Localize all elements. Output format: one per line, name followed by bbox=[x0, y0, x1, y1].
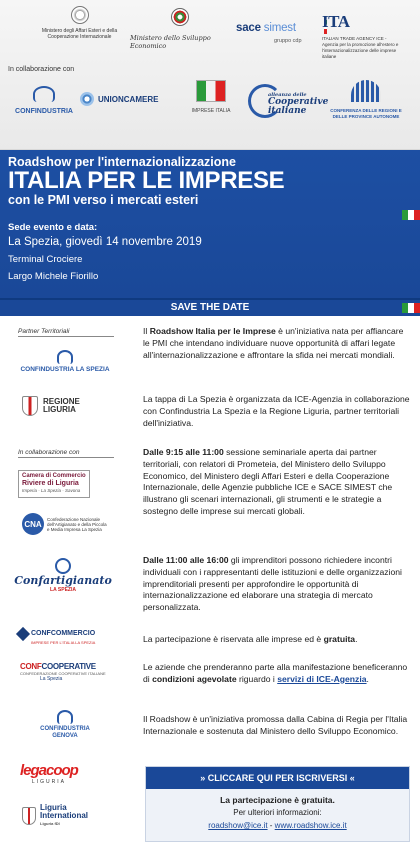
organization-paragraph: La tappa di La Spezia è organizzata da ICE-Agenzia in collaborazione con Confindustria La Spezia e la Regione Liguria, partner territoriali dell'iniziativa. bbox=[143, 394, 410, 428]
conditions-post: . bbox=[366, 673, 369, 684]
cooperative-name bbox=[268, 92, 328, 116]
save-the-date-bar bbox=[0, 298, 420, 316]
cna-logo bbox=[22, 513, 107, 535]
hero-subtitle: Roadshow per l'internazionalizzazione bbox=[8, 155, 237, 169]
conditions-pre: Le aziende che prenderanno parte alla manifestazione beneficeranno di bbox=[143, 662, 408, 684]
alleanza-cooperative-logo bbox=[248, 84, 328, 120]
ita-logo bbox=[322, 12, 402, 60]
confindustria-genova-1: CONFINDUSTRIA bbox=[40, 726, 90, 732]
hero-subtitle-2: con le PMI verso i mercati esteri bbox=[8, 193, 199, 207]
intro-bold: Roadshow Italia per le Imprese bbox=[149, 326, 276, 336]
camera-line-3: Imperia · La Spezia · Savona bbox=[22, 488, 81, 493]
liguria-international-name bbox=[40, 804, 88, 828]
mise-logo bbox=[130, 8, 230, 50]
hero-title: ITALIA PER LE IMPRESE bbox=[8, 167, 285, 194]
ita-logo-desc: ITALIAN TRADE AGENCY ICE - Agenzia per la promozione all'estero e l'internazionalizzazione delle imprese italiane bbox=[322, 36, 399, 59]
simest-name: simest bbox=[260, 22, 296, 34]
unioncamere-logo bbox=[80, 92, 158, 106]
register-button[interactable]: » CLICCARE QUI PER ISCRIVERSI « bbox=[146, 767, 409, 789]
free-participation-text: La partecipazione è gratuita. bbox=[220, 795, 335, 805]
confindustria-genova-name bbox=[40, 726, 90, 740]
italian-flag-icon bbox=[196, 80, 226, 102]
ita-logo-text: ITA bbox=[322, 12, 350, 31]
liguria-shield-icon bbox=[22, 396, 38, 416]
venue-label: Sede evento e data: bbox=[8, 222, 98, 233]
liguria-shield-icon bbox=[22, 807, 36, 825]
italian-flag-icon bbox=[402, 303, 420, 313]
institutional-logos-row bbox=[0, 4, 420, 60]
camera-line-2: Riviere di Liguria bbox=[22, 480, 79, 487]
regione-liguria-name bbox=[43, 398, 80, 414]
confindustria-genova-logo bbox=[10, 710, 120, 740]
confcooperative-desc: CONFEDERAZIONE COOPERATIVE ITALIANE bbox=[20, 671, 106, 676]
conditions-mid: riguardo i bbox=[236, 673, 278, 684]
intro-post: è un'iniziativa nata per affiancare le PMI che intendano individuare nuove opportunità di affari legate all'internazionalizzazione e affrontare la sfida nei mercati mondiali. bbox=[143, 326, 404, 360]
afternoon-desc: gli imprenditori possono richiedere incontri individuali con i rappresentanti delle istituzioni e delle organizzazioni imprenditoriali presenti per approfondire le opportunità di internazionalizzazione ed elaborare una strategia di mercato personalizzata. bbox=[143, 555, 402, 613]
sace-simest-logo bbox=[236, 22, 302, 44]
sace-group-label: gruppo cdp bbox=[274, 38, 302, 44]
conferenza-regioni-logo bbox=[326, 80, 406, 120]
confcooperative-logo bbox=[20, 662, 106, 682]
email-link[interactable]: roadshow@ice.it bbox=[208, 821, 268, 830]
ice-services-link[interactable]: servizi di ICE-Agenzia bbox=[277, 673, 367, 684]
venue-place: Terminal Crociere bbox=[8, 254, 83, 265]
confcooperative-a: CONF bbox=[20, 662, 42, 671]
confindustria-name: CONFINDUSTRIA bbox=[15, 108, 73, 115]
regioni-dome-icon bbox=[351, 80, 381, 102]
legacoop-logo bbox=[20, 762, 78, 785]
confcooperative-sub: La Spezia bbox=[40, 676, 63, 682]
regione-liguria-logo bbox=[22, 396, 80, 416]
cna-mark: CNA bbox=[22, 513, 44, 535]
confartigianato-name: Confartigianato bbox=[14, 574, 112, 587]
regioni-name: CONFERENZA DELLE REGIONI E DELLE PROVINCE AUTONOME bbox=[330, 108, 402, 119]
participation-free: gratuita bbox=[323, 634, 356, 644]
confindustria-la-spezia-logo bbox=[10, 350, 120, 373]
confindustria-la-spezia-name: CONFINDUSTRIA LA SPEZIA bbox=[20, 366, 110, 373]
maeci-logo-text: Ministero degli Affari Esteri e della Cooperazione Internazionale bbox=[41, 28, 118, 40]
confcooperative-name bbox=[20, 662, 96, 671]
participation-paragraph bbox=[143, 634, 411, 646]
morning-time: Dalle 9:15 alle 11:00 bbox=[143, 447, 224, 457]
confindustria-mark-icon bbox=[57, 350, 73, 364]
intro-pre: Il bbox=[143, 326, 150, 336]
morning-desc: sessione seminariale aperta dai partner territoriali, con relatori di Prometeia, del Ministero dello Sviluppo Economico, del Ministero degli Affari Esteri e della Cooperazione Internazionale, delle Agenzie pubbliche ICE e SACE SIMEST che illustrano gli scenari internazionali, gli strumenti e le strategie a sostegno delle imprese sui mercati globali. bbox=[143, 447, 393, 516]
italian-flag-icon bbox=[402, 210, 420, 220]
website-link[interactable]: www.roadshow.ice.it bbox=[274, 821, 347, 830]
confartigianato-ring-icon bbox=[55, 558, 71, 574]
afternoon-session-paragraph bbox=[143, 555, 411, 614]
event-hero bbox=[0, 150, 420, 298]
conditions-paragraph bbox=[143, 662, 411, 686]
confartigianato-logo bbox=[14, 558, 112, 593]
regione-line-1: REGIONE bbox=[43, 397, 80, 406]
camera-commercio-box bbox=[18, 470, 90, 498]
cooperative-line-2: Cooperative bbox=[268, 97, 329, 107]
collaboration-logos-row bbox=[0, 78, 420, 148]
confcommercio-name: CONFCOMMERCIO bbox=[31, 630, 96, 637]
partner-logo-band bbox=[0, 0, 420, 150]
liguria-international-logo bbox=[22, 804, 88, 828]
sace-name: sace bbox=[236, 22, 261, 34]
collaboration-label: In collaborazione con bbox=[8, 66, 75, 73]
intro-paragraph bbox=[143, 326, 411, 361]
mise-emblem-icon bbox=[171, 8, 189, 26]
confindustria-logo bbox=[8, 86, 80, 115]
cooperative-line-3: italiane bbox=[268, 106, 307, 116]
confcommercio-diamond-icon bbox=[16, 626, 30, 640]
liguria-int-sub: Liguria fDI bbox=[40, 821, 60, 826]
regione-line-2: LIGURIA bbox=[43, 405, 76, 414]
morning-session-paragraph bbox=[143, 447, 411, 518]
legacoop-name: legacoop bbox=[20, 762, 78, 779]
participation-post: . bbox=[355, 634, 358, 644]
imprese-italia-logo bbox=[186, 80, 236, 114]
confcommercio-logo bbox=[18, 622, 95, 645]
sidebar-collaboration-label: In collaborazione con bbox=[18, 449, 114, 458]
republic-emblem-icon bbox=[71, 6, 89, 24]
sace-simest-name bbox=[236, 22, 296, 34]
confindustria-mark-icon bbox=[57, 710, 73, 724]
confindustria-genova-2: GENOVA bbox=[52, 733, 78, 739]
legacoop-sub: LIGURIA bbox=[31, 779, 66, 785]
imprese-italia-name: IMPRESE ITALIA bbox=[191, 108, 231, 114]
maeci-logo bbox=[32, 6, 127, 40]
unioncamere-name: UNIONCAMERE bbox=[98, 94, 159, 104]
mise-logo-text: Ministero dello Sviluppo Economico bbox=[130, 34, 211, 50]
afternoon-time: Dalle 11:00 alle 16:00 bbox=[143, 555, 229, 565]
participation-pre: La partecipazione è riservata alle imprese ed è bbox=[143, 634, 324, 644]
camera-commercio-logo bbox=[18, 470, 90, 498]
partner-sidebar bbox=[0, 316, 120, 842]
contact-links bbox=[146, 821, 409, 830]
confartigianato-sub: LA SPEZIA bbox=[50, 587, 76, 593]
registration-box bbox=[145, 766, 410, 842]
liguria-int-2: International bbox=[40, 811, 89, 820]
conditions-bold: condizioni agevolate bbox=[152, 673, 237, 684]
venue-address: Largo Michele Fiorillo bbox=[8, 271, 99, 282]
promotion-paragraph: Il Roadshow è un'iniziativa promossa dalla Cabina di Regia per l'Italia Internazionale e sostenuta dal Ministero dello Sviluppo Economico. bbox=[143, 714, 408, 736]
cna-desc: Confederazione Nazionale dell'Artigianato e della Piccola e Media Impresa La Spezia bbox=[47, 516, 107, 532]
partner-territoriali-label: Partner Territoriali bbox=[18, 328, 114, 337]
save-the-date-label: SAVE THE DATE bbox=[170, 302, 250, 313]
confcommercio-sub: IMPRESE PER L'ITALIA LA SPEZIA bbox=[31, 640, 96, 645]
more-info-label: Per ulteriori informazioni: bbox=[233, 808, 322, 817]
confcooperative-b: COOPERATIVE bbox=[41, 662, 96, 671]
contact-separator: - bbox=[267, 821, 275, 830]
camera-line-1: Camera di Commercio bbox=[22, 473, 86, 479]
liguria-int-1: Liguria bbox=[40, 803, 67, 812]
unioncamere-flower-icon bbox=[80, 92, 94, 106]
confindustria-mark-icon bbox=[33, 86, 55, 102]
venue-date: La Spezia, giovedì 14 novembre 2019 bbox=[8, 236, 202, 248]
cooperative-line-1: alleanza delle bbox=[268, 92, 307, 98]
